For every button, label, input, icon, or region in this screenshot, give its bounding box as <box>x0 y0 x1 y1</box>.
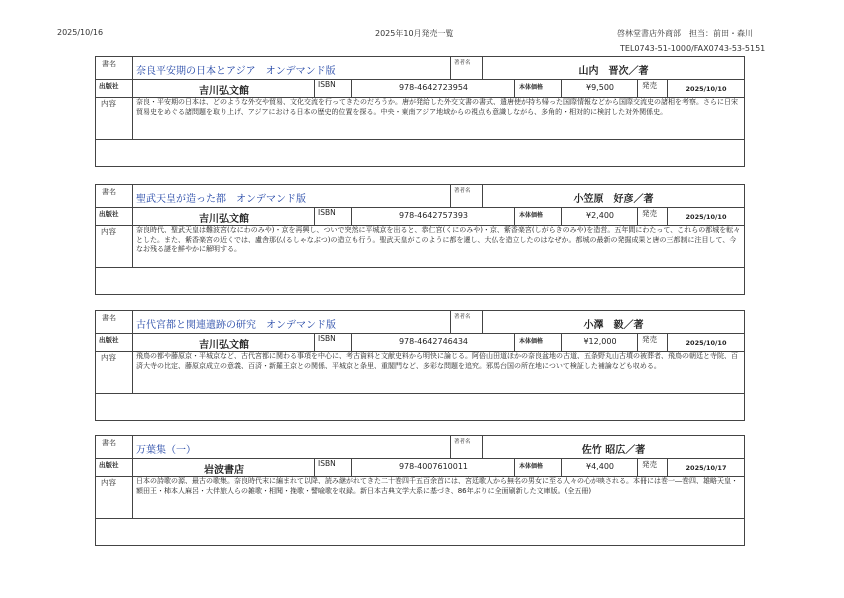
book-isbn: 978-4642723954 <box>398 83 469 92</box>
store-contact: 啓林堂書店外商部 担当：前田・森川 <box>617 29 753 38</box>
book-release-date: 2025/10/10 <box>685 85 727 93</box>
author-label: 著者名 <box>454 188 471 194</box>
content-label: 内容 <box>101 227 116 236</box>
description-row <box>96 476 744 519</box>
release-label: 発売 <box>642 335 657 344</box>
title-row <box>96 436 744 459</box>
author-label: 著者名 <box>454 60 471 66</box>
book-price: ¥2,400 <box>586 211 614 220</box>
book-entry <box>95 184 745 295</box>
book-release-date: 2025/10/10 <box>685 339 727 347</box>
book-release-date: 2025/10/10 <box>685 213 727 221</box>
author-label: 著者名 <box>454 439 471 445</box>
book-description: 奈良時代、聖武天皇は難波宮(なにわのみや)・京を再興し、ついで突然に平城京を出ると、恭仁宮(くにのみや)・京、紫香楽宮(しがらきのみや)を造営。五年間にわたって、これらの都城を転々とした。また、紫香楽宮の近くでは、盧舎那仏(るしゃなぶつ)の造立も行う。聖武天皇がこのように都を遷し、大仏を造立したのはなぜか。都城の最新の発掘成果と唐の三都制に注目して、今なお残る謎を鮮やかに解明する。 <box>136 226 741 253</box>
book-title: 古代宮都と関連遺跡の研究 オンデマンド版 <box>136 320 336 331</box>
content-label: 内容 <box>101 353 116 362</box>
book-isbn: 978-4642746434 <box>398 337 469 346</box>
price-label: 本体価格 <box>519 463 544 470</box>
book-entry <box>95 310 745 421</box>
publisher-label: 出版社 <box>99 461 119 469</box>
publisher-label: 出版社 <box>99 82 119 90</box>
book-isbn: 978-4642757393 <box>398 211 469 220</box>
book-description: 日本の詩歌の源、最古の歌集。奈良時代末に編まれて以降、読み継がれてきた二十巻四千五百余首には、宮廷歌人から無名の男女に至る人々の心が映される。本冊には巻一―巻四、雄略天皇・額田王・柿本人麻呂・大伴旅人らの雑歌・相聞・挽歌・譬喩歌を収録。新日本古典文学大系に基づき、86年ぶりに全面刷新した文庫版。(全五冊) <box>136 477 738 495</box>
title-label: 書名 <box>102 439 116 447</box>
book-price: ¥12,000 <box>583 337 617 346</box>
isbn-label: ISBN <box>318 459 336 468</box>
info-row <box>96 207 744 226</box>
title-row <box>96 57 744 80</box>
book-publisher: 吉川弘文館 <box>199 340 249 351</box>
title-label: 書名 <box>102 314 116 322</box>
price-label: 本体価格 <box>519 338 544 345</box>
info-row <box>96 333 744 352</box>
book-description: 奈良・平安期の日本は、どのような外交や貿易、文化交流を行ってきたのだろうか。唐が発給した外交文書の書式、遣唐使が持ち帰った国際情報などから国際交流史の諸相を考察。さらに日宋貿易史をめぐる諸問題を取り上げ、アジアにおける日本の歴史的位置を探る。中央・東南アジア地域からの視点も意識しながら、多角的・相対的に検討した対外関係史。 <box>136 98 738 116</box>
book-entry <box>95 435 745 546</box>
release-label: 発売 <box>642 209 657 218</box>
release-label: 発売 <box>642 81 657 90</box>
price-label: 本体価格 <box>519 212 544 219</box>
description-row <box>96 225 744 268</box>
description-row <box>96 351 744 394</box>
isbn-label: ISBN <box>318 80 336 89</box>
title-label: 書名 <box>102 60 116 68</box>
publisher-label: 出版社 <box>99 210 119 218</box>
book-isbn: 978-4007610011 <box>398 462 469 471</box>
book-publisher: 吉川弘文館 <box>199 86 249 97</box>
info-row <box>96 79 744 98</box>
store-phone-fax: TEL0743-51-1000/FAX0743-53-5151 <box>620 44 766 53</box>
price-label: 本体価格 <box>519 84 544 91</box>
book-release-date: 2025/10/17 <box>685 464 727 472</box>
book-publisher: 吉川弘文館 <box>199 214 249 225</box>
title-label: 書名 <box>102 188 116 196</box>
author-label: 著者名 <box>454 314 471 320</box>
book-author: 小澤 毅／著 <box>583 320 644 331</box>
info-row <box>96 458 744 477</box>
book-publisher: 岩波書店 <box>204 465 244 476</box>
isbn-label: ISBN <box>318 208 336 217</box>
description-row <box>96 97 744 140</box>
book-author: 小笠原 好彦／著 <box>573 194 654 205</box>
publisher-label: 出版社 <box>99 336 119 344</box>
book-title: 奈良平安期の日本とアジア オンデマンド版 <box>136 66 336 77</box>
book-entry <box>95 56 745 167</box>
content-label: 内容 <box>101 478 116 487</box>
content-label: 内容 <box>101 99 116 108</box>
document-title: 2025年10月発売一覧 <box>375 29 454 38</box>
isbn-label: ISBN <box>318 334 336 343</box>
book-author: 山内 晋次／著 <box>578 66 649 77</box>
book-price: ¥4,400 <box>586 462 614 471</box>
book-description: 飛鳥の都や藤原京・平城京など、古代宮都に関わる事項を中心に、考古資料と文献史料から明快に論じる。阿倍山田道ほかの奈良盆地の古道、五条野丸山古墳の被葬者、飛鳥の朝廷と寺院、百済大寺の比定、藤原京成立の意義、百済・新羅王京との関係、平城京と条里、重閣門など、多彩な問題を追究。邪馬台国の所在地について検証した補論なども収める。 <box>136 352 738 370</box>
title-row <box>96 311 744 334</box>
book-author: 佐竹 昭広／著 <box>581 445 646 456</box>
title-row <box>96 185 744 208</box>
book-title: 万葉集（一） <box>136 445 196 456</box>
book-title: 聖武天皇が造った都 オンデマンド版 <box>136 194 306 205</box>
release-label: 発売 <box>642 460 657 469</box>
book-price: ¥9,500 <box>586 83 614 92</box>
print-date: 2025/10/16 <box>57 28 104 37</box>
